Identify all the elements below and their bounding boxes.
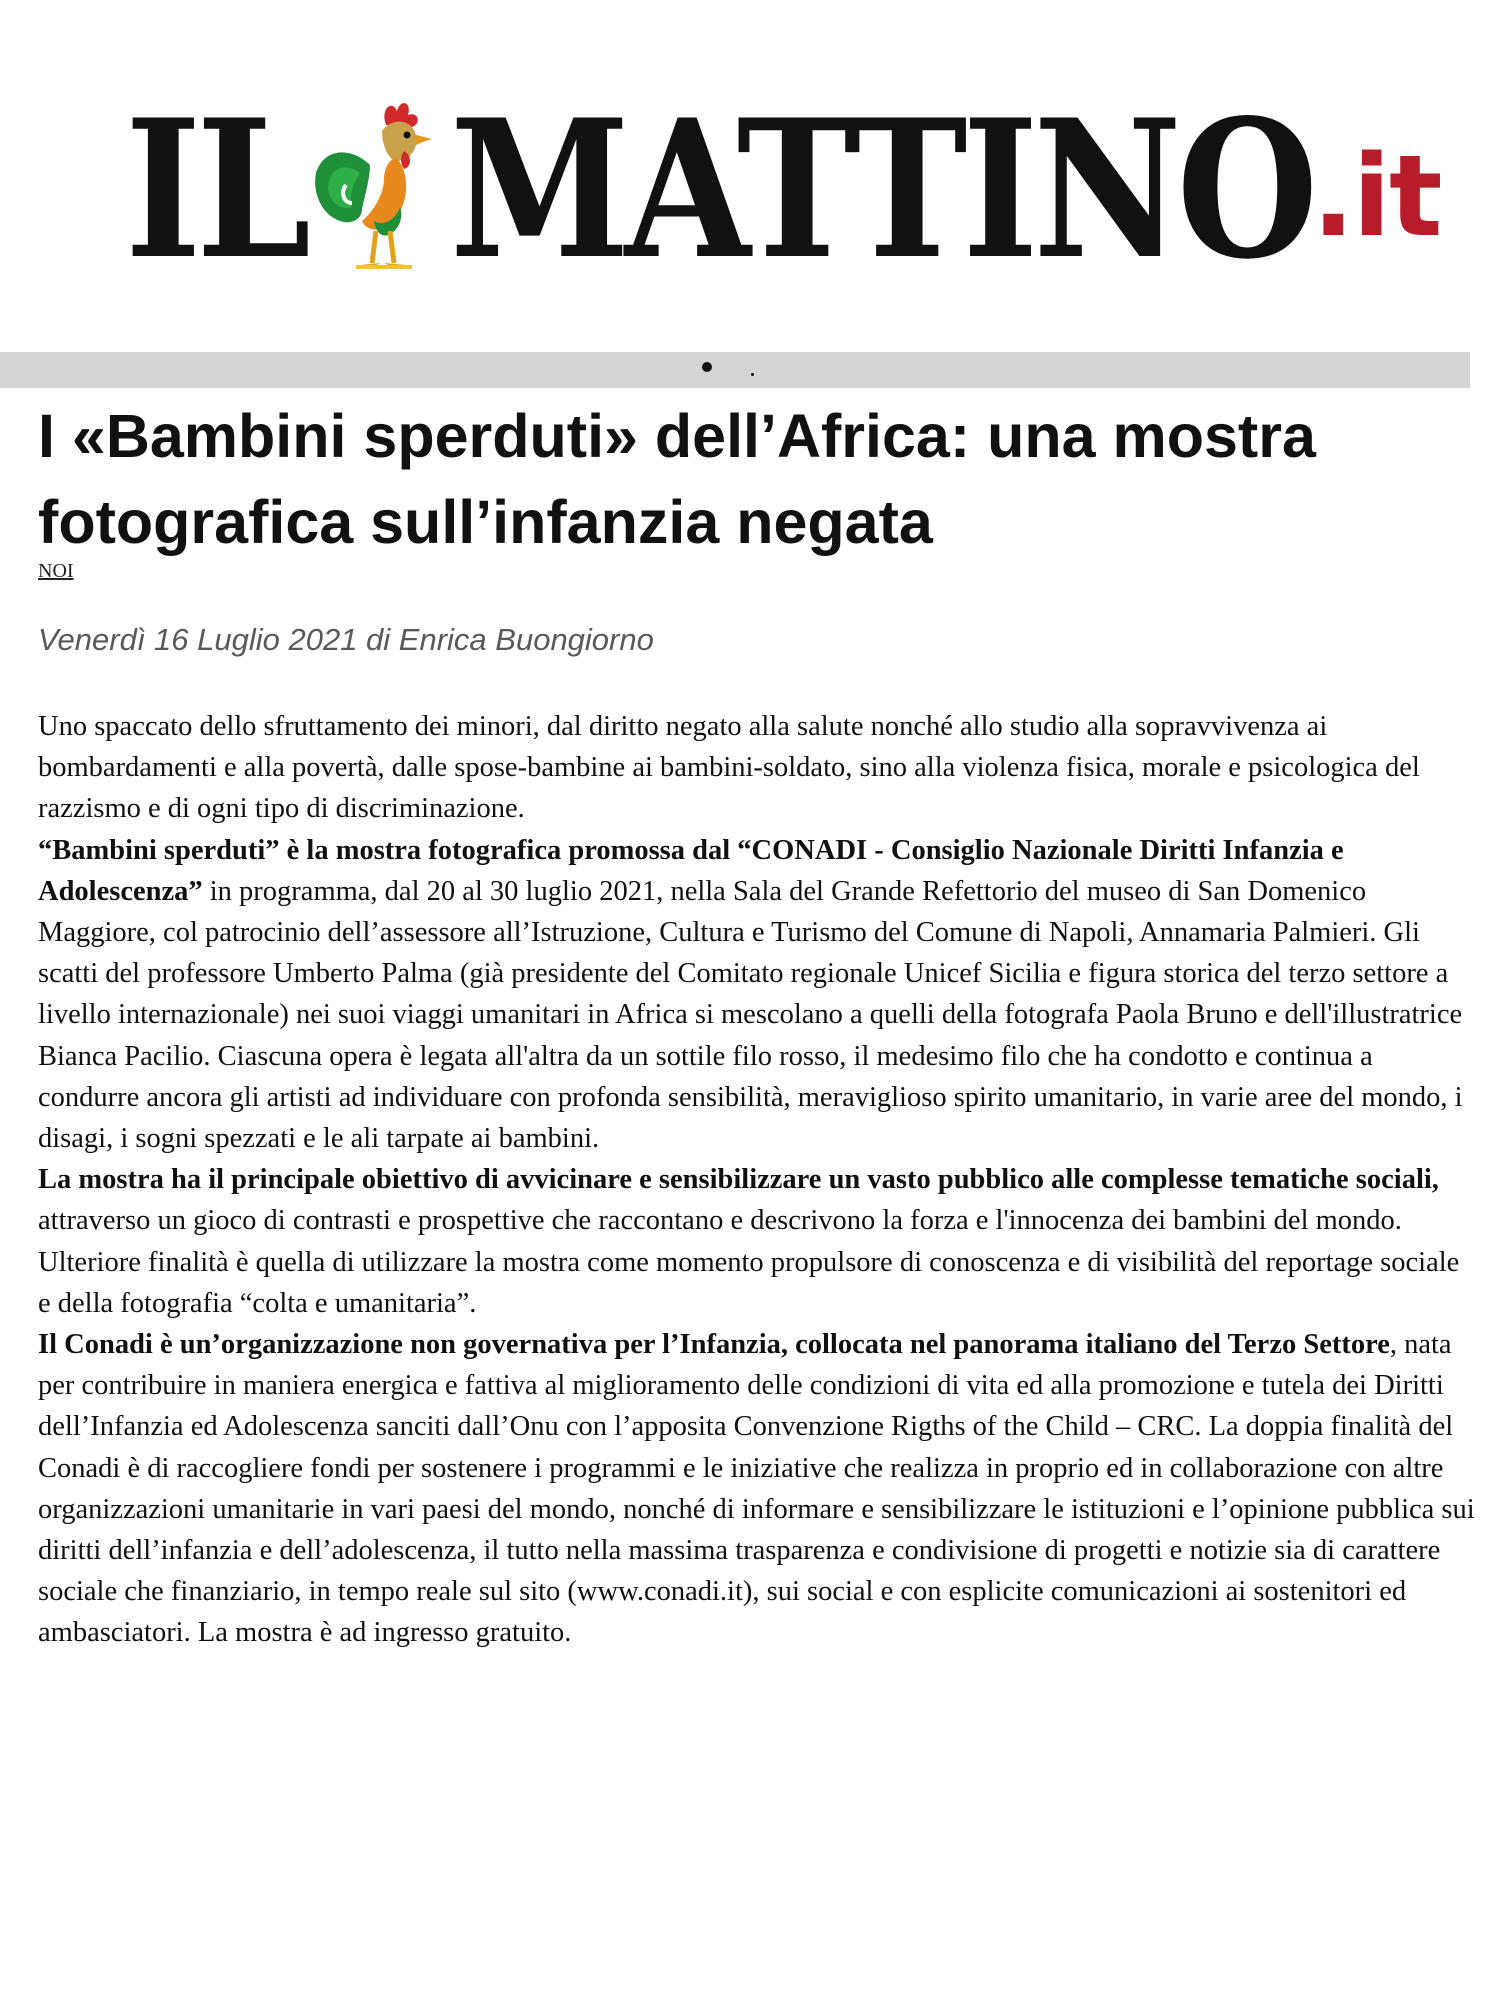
- article-headline: I «Bambini sperduti» dell’Africa: una mostra fotografica sull’infanzia negata: [38, 402, 1316, 556]
- article-paragraph-2-text: in programma, dal 20 al 30 luglio 2021, nella Sala del Grande Refettorio del museo di San Domenico Maggiore, col patrocinio dell’assessore all’Istruzione, Cultura e Turismo del Comune di Napoli, Annamaria Palmieri. Gli scatti del professore Umberto Palma (già presidente del Comitato regionale Unicef Sicilia e figura storica del terzo settore a livello internazionale) nei suoi viaggi umanitari in Africa si mescolano a quelli della fotografa Paola Bruno e dell'illustratrice Bianca Pacilio. Ciascuna opera è legata all'altra da un sottile filo rosso, il medesimo filo che ha condotto e continua a condurre ancora gli artisti ad individuare con profonda sensibilità, meraviglioso spirito umanitario, in varie aree del mondo, i disagi, i sogni spezzati e le ali tarpate ai bambini.: [38, 875, 1463, 1155]
- masthead: [0, 78, 1500, 301]
- article-paragraph-3-bold: La mostra ha il principale obiettivo di avvicinare e sensibilizzare un vasto pubblico alle complesse tematiche sociali,: [38, 1164, 1439, 1196]
- article-paragraph-4: [38, 1324, 1478, 1654]
- article-paragraph-1: Uno spaccato dello sfruttamento dei minori, dal diritto negato alla salute nonché allo studio alla sopravvivenza ai bombardamenti e alla povertà, dalle spose-bambine ai bambini-soldato, sino alla violenza fisica, morale e psicologica del razzismo e di ogni tipo di discriminazione.: [38, 711, 1420, 825]
- carousel-dot[interactable]: [751, 373, 754, 376]
- article-body: [38, 706, 1478, 1654]
- article-paragraph-3-text: attraverso un gioco di contrasti e prospettive che raccontano e descrivono la forza e l'innocenza dei bambini del mondo. Ulteriore finalità è quella di utilizzare la mostra come momento propulsore di conoscenza e di visibilità del reportage sociale e della fotografia “colta e umanitaria”.: [38, 1205, 1460, 1319]
- logo-domain-suffix: .it: [1312, 132, 1441, 262]
- logo-il-text: IL: [125, 78, 307, 301]
- article-paragraph-2: [38, 830, 1478, 1160]
- article-paragraph-4-text: , nata per contribuire in maniera energica e fattiva al miglioramento delle condizioni di vita ed alla promozione e tutela dei Diritti dell’Infanzia ed Adolescenza sanciti dall’Onu con l’apposita Convenzione Rigths of the Child – CRC. La doppia finalità del Conadi è di raccogliere fondi per sostenere i programmi e le iniziative che realizza in proprio ed in collaborazione con altre organizzazioni umanitarie in vari paesi del mondo, nonché di informare e sensibilizzare le istituzioni e l’opinione pubblica sui diritti dell’infanzia e dell’adolescenza, il tutto nella massima trasparenza e condivisione di progetti e notizie sia di carattere sociale che finanziario, in tempo reale sul sito (www.conadi.it), sui social e con esplicite comunicazioni ai sostenitori ed ambasciatori. La mostra è ad ingresso gratuito.: [38, 1329, 1475, 1649]
- article-paragraph-4-bold: Il Conadi è un’organizzazione non governativa per l’Infanzia, collocata nel panorama italiano del Terzo Settore: [38, 1329, 1390, 1361]
- rooster-logo-icon: [300, 95, 450, 285]
- article-paragraph-3: [38, 1159, 1478, 1324]
- article-paragraph-2-bold: “Bambini sperduti” è la mostra fotografica promossa dal “CONADI - Consiglio Nazionale Diritti Infanzia e Adolescenza”: [38, 834, 1344, 907]
- category-link[interactable]: NOI: [38, 560, 74, 582]
- navigation-bar: [0, 352, 1470, 388]
- article-byline: Venerdì 16 Luglio 2021 di Enrica Buongiorno: [38, 622, 654, 657]
- logo-mattino-text: MATTINO: [450, 78, 1314, 301]
- carousel-dot-active[interactable]: [702, 362, 712, 372]
